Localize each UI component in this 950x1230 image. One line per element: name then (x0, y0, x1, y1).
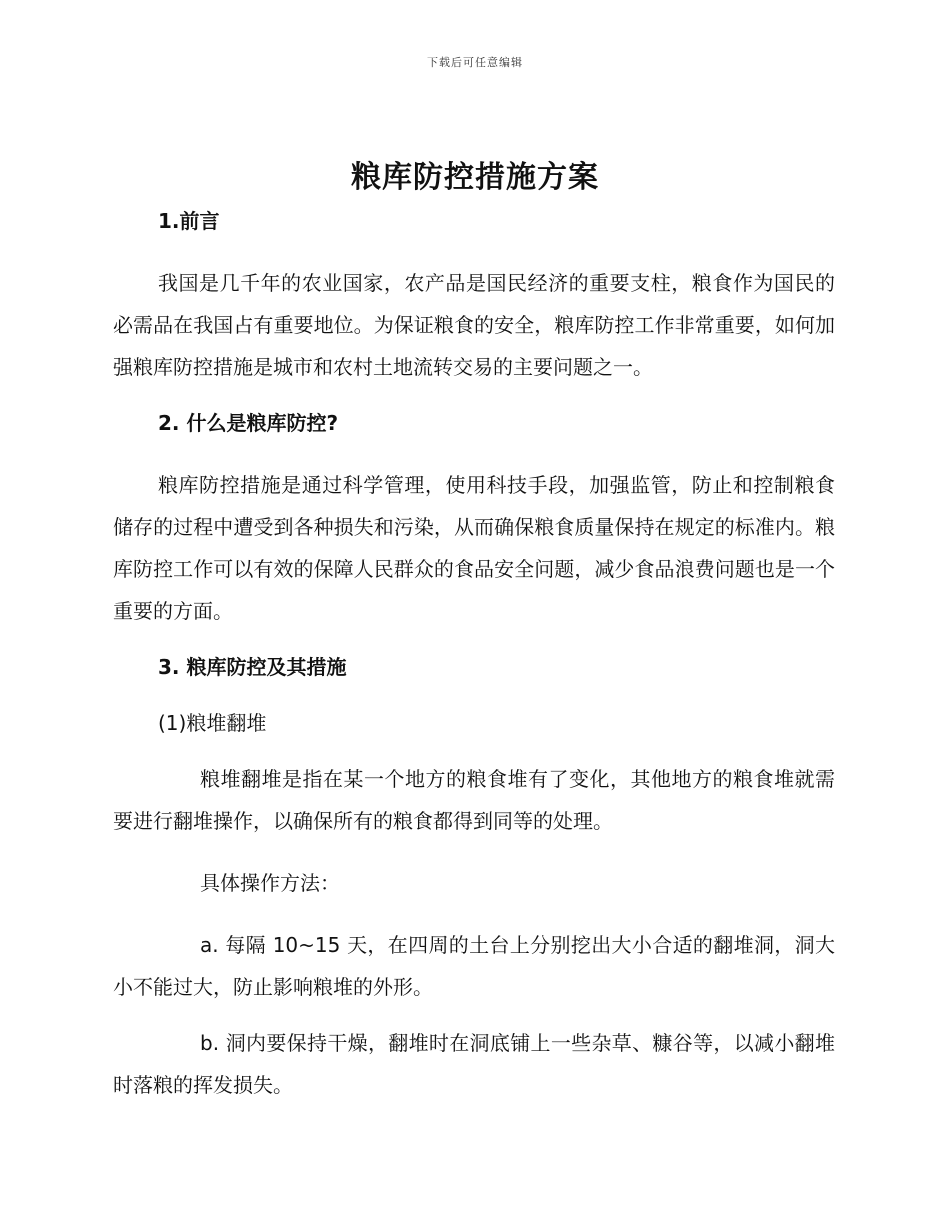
paragraph-pile-turning: 粮堆翻堆是指在某一个地方的粮食堆有了变化，其他地方的粮食堆就需要进行翻堆操作，以确保所有的粮食都得到同等的处理。 (113, 767, 835, 833)
list-item-a: a. 每隔 10~15 天，在四周的土台上分别挖出大小合适的翻堆洞，洞大小不能过大，防止影响粮堆的外形。 (113, 933, 835, 999)
document-body (113, 206, 835, 1106)
method-label: 具体操作方法： (200, 871, 340, 895)
section-heading-preface: 1.前言 (158, 209, 220, 233)
section-heading-measures: 3. 粮库防控及其措施 (158, 655, 347, 679)
section-heading-what-is: 2. 什么是粮库防控? (158, 411, 339, 435)
subheading-pile-turning: (1)粮堆翻堆 (158, 711, 267, 735)
document-title: 粮库防控措施方案 (351, 160, 599, 195)
paragraph-what-is: 粮库防控措施是通过科学管理，使用科技手段，加强监管，防止和控制粮食储存的过程中遭受到各种损失和污染，从而确保粮食质量保持在规定的标准内。粮库防控工作可以有效的保障人民群众的食品安全问题，减少食品浪费问题也是一个重要的方面。 (113, 473, 835, 623)
paragraph-preface: 我国是几千年的农业国家，农产品是国民经济的重要支柱，粮食作为国民的必需品在我国占有重要地位。为保证粮食的安全，粮库防控工作非常重要，如何加强粮库防控措施是城市和农村土地流转交易的主要问题之一。 (113, 271, 835, 379)
list-item-b: b. 洞内要保持干燥，翻堆时在洞底铺上一些杂草、糠谷等，以减小翻堆时落粮的挥发损失。 (113, 1031, 835, 1097)
header-note: 下载后可任意编辑 (427, 56, 523, 69)
